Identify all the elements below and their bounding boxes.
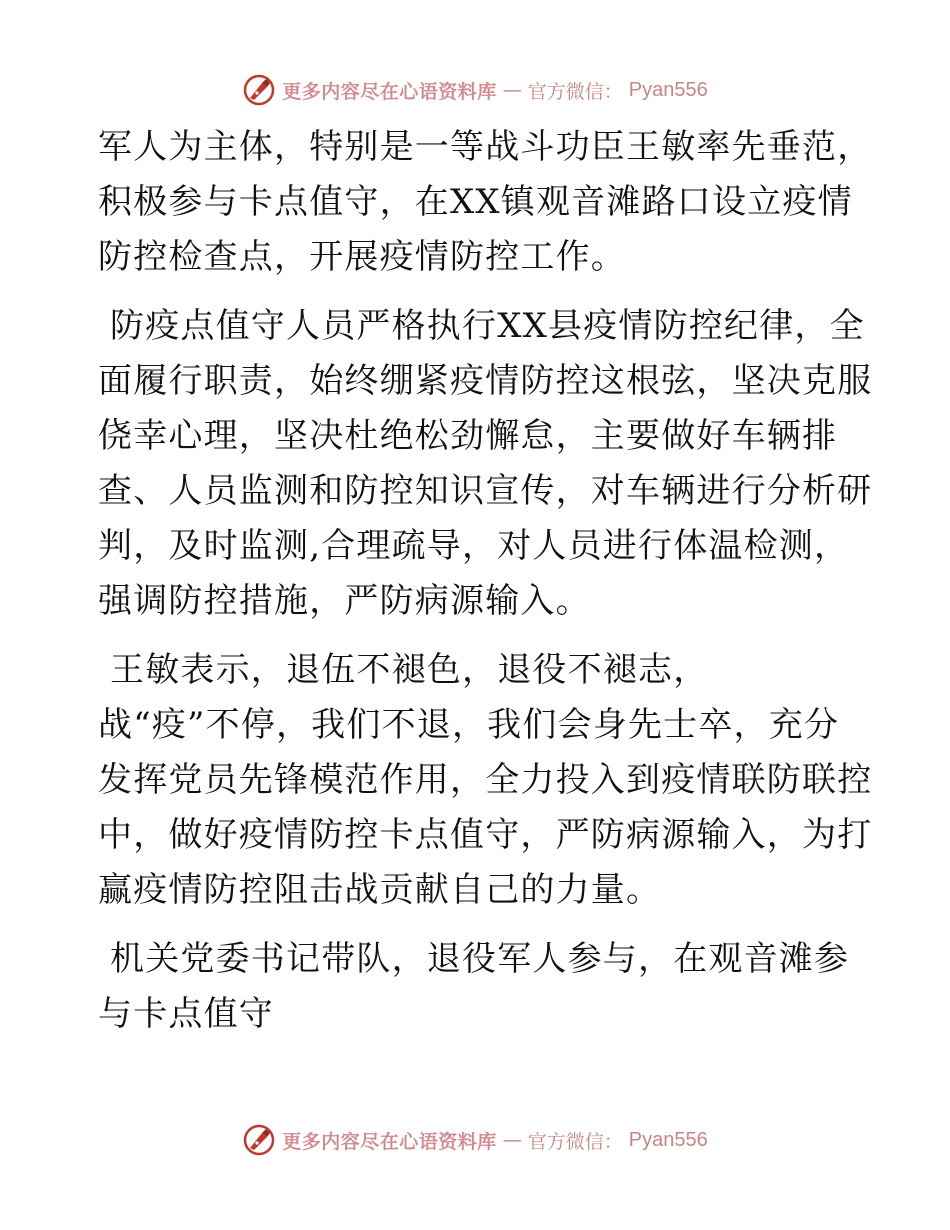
text-line: 积极参与卡点值守，在XX镇观音滩路口设立疫情 — [98, 182, 853, 222]
text-line: 防控检查点，开展疫情防控工作。 — [98, 237, 626, 277]
banner-wechat-id: Pyan556 — [628, 78, 708, 101]
paragraph-spacer — [98, 918, 858, 932]
banner-wechat-label: 官方微信： — [527, 1130, 623, 1153]
banner-dash: — — [502, 79, 522, 101]
text-line: 查、人员监测和防控知识宣传，对车辆进行分析研 — [98, 471, 873, 511]
text-line: 机关党委书记带队，退役军人参与，在观音滩参 — [98, 939, 850, 979]
text-line: 强调防控措施，严防病源输入。 — [98, 581, 591, 621]
paragraph-spacer — [98, 629, 858, 643]
text-line: 赢疫情防控阻击战贡献自己的力量。 — [98, 870, 662, 910]
banner-dash: — — [502, 1129, 522, 1151]
text-line: 战“疫”不停，我们不退，我们会身先士卒，充分 — [98, 705, 840, 745]
paragraph — [98, 643, 873, 918]
paragraph-spacer — [98, 285, 858, 299]
paragraph — [98, 932, 858, 1042]
text-line: 面履行职责，始终绷紧疫情防控这根弦，坚决克服 — [98, 361, 873, 401]
header-banner — [0, 70, 950, 110]
text-line: 军人为主体，特别是一等战斗功臣王敏率先垂范， — [98, 127, 873, 167]
banner-wechat-label: 官方微信： — [527, 80, 623, 103]
paragraph — [98, 299, 873, 629]
text-line: 发挥党员先锋模范作用，全力投入到疫情联防联控 — [98, 760, 873, 800]
text-line: 与卡点值守 — [98, 994, 274, 1034]
footer-banner — [0, 1120, 950, 1160]
paragraph — [98, 120, 873, 285]
pen-nib-logo-icon — [242, 1123, 276, 1157]
document-body — [98, 120, 873, 1042]
banner-slogan: 更多内容尽在心语资料库 — [282, 1130, 497, 1153]
text-line: 侥幸心理，坚决杜绝松劲懈怠，主要做好车辆排 — [98, 416, 838, 456]
banner-wechat-id: Pyan556 — [628, 1128, 708, 1151]
banner-slogan: 更多内容尽在心语资料库 — [282, 80, 497, 103]
text-line: 中，做好疫情防控卡点值守，严防病源输入，为打 — [98, 815, 873, 855]
text-line: 防疫点值守人员严格执行XX县疫情防控纪律，全 — [98, 306, 865, 346]
text-line: 王敏表示，退伍不褪色，退役不褪志， — [98, 650, 709, 690]
pen-nib-logo-icon — [242, 73, 276, 107]
text-line: 判，及时监测,合理疏导，对人员进行体温检测， — [98, 526, 850, 566]
